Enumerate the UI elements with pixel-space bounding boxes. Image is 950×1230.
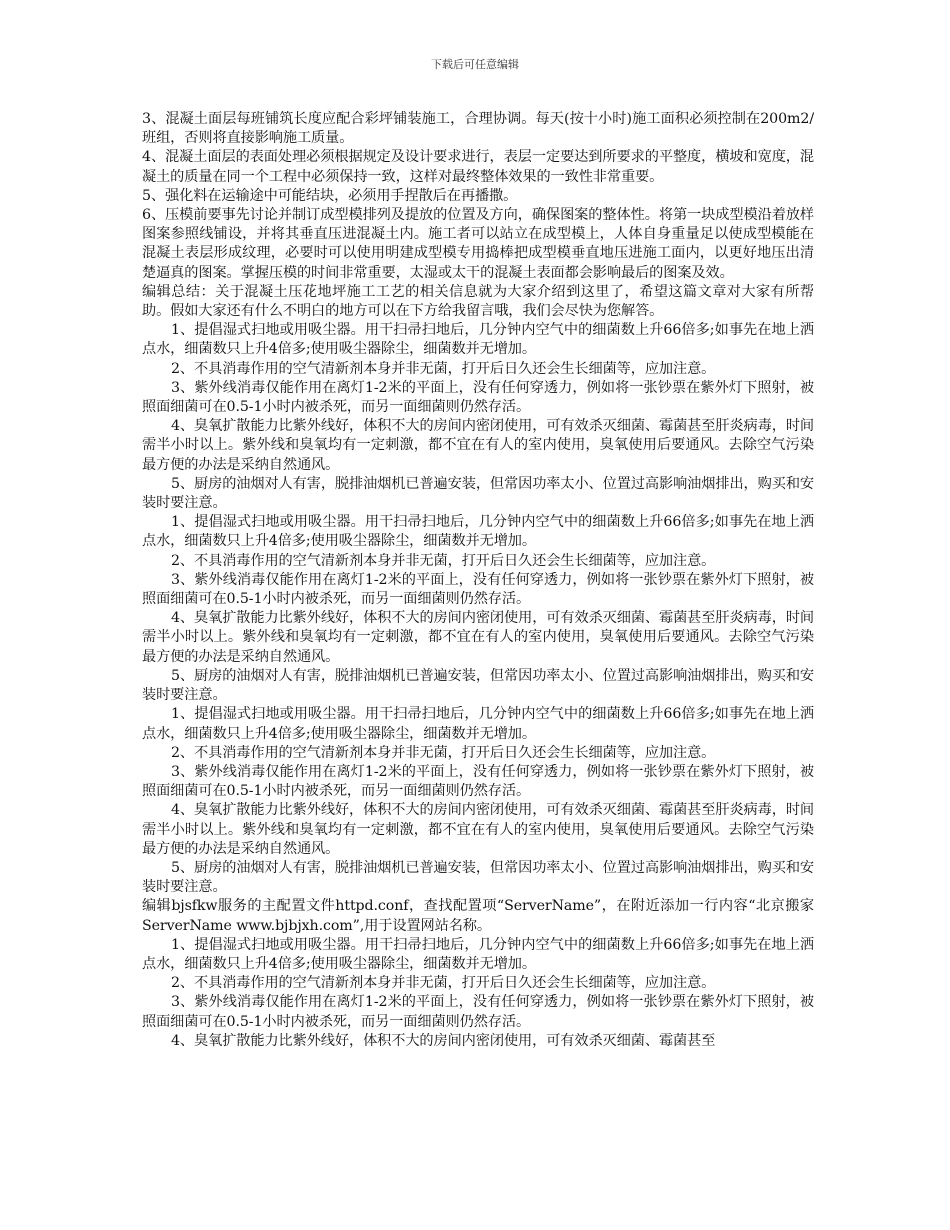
paragraph: 3、紫外线消毒仅能作用在离灯1-2米的平面上，没有任何穿透力，例如将一张钞票在紫外灯下照射，被照面细菌可在0.5-1小时内被杀死，而另一面细菌则仍然存活。 bbox=[142, 379, 814, 416]
paragraph: 5、厨房的油烟对人有害，脱排油烟机已普遍安装，但常因功率太小、位置过高影响油烟排出，购买和安装时要注意。 bbox=[142, 667, 814, 704]
paragraph: 4、臭氧扩散能力比紫外线好，体积不大的房间内密闭使用，可有效杀灭细菌、霉菌甚至肝炎病毒，时间需半小时以上。紫外线和臭氧均有一定刺激，都不宜在有人的室内使用，臭氧使用后要通风。去除空气污染最方便的办法是采纳自然通风。 bbox=[142, 418, 814, 473]
paragraph: 编辑bjsfkw服务的主配置文件httpd.conf，查找配置项“ServerName”，在附近添加一行内容“北京搬家ServerName www.bjbjxh.com”,用于设置网站名称。 bbox=[142, 898, 814, 934]
paragraph: 4、混凝土面层的表面处理必须根据规定及设计要求进行，表层一定要达到所要求的平整度，横坡和宽度，混凝土的质量在同一个工程中必须保持一致，这样对最终整体效果的一致性非常重要。 bbox=[142, 149, 814, 185]
paragraph: 编辑总结：关于混凝土压花地坪施工工艺的相关信息就为大家介绍到这里了，希望这篇文章对大家有所帮助。假如大家还有什么不明白的地方可以在下方给我留言哦，我们会尽快为您解答。 bbox=[142, 283, 814, 320]
paragraph: 1、提倡湿式扫地或用吸尘器。用干扫帚扫地后，几分钟内空气中的细菌数上升66倍多;如事先在地上洒点水，细菌数只上升4倍多;使用吸尘器除尘，细菌数并无增加。 bbox=[142, 322, 814, 358]
paragraph: 3、紫外线消毒仅能作用在离灯1-2米的平面上，没有任何穿透力，例如将一张钞票在紫外灯下照射，被照面细菌可在0.5-1小时内被杀死，而另一面细菌则仍然存活。 bbox=[142, 763, 814, 800]
paragraph: 3、紫外线消毒仅能作用在离灯1-2米的平面上，没有任何穿透力，例如将一张钞票在紫外灯下照射，被照面细菌可在0.5-1小时内被杀死，而另一面细菌则仍然存活。 bbox=[142, 994, 814, 1030]
paragraph: 2、不具消毒作用的空气清新剂本身并非无菌，打开后日久还会生长细菌等，应加注意。 bbox=[171, 552, 716, 569]
paragraph: 4、臭氧扩散能力比紫外线好，体积不大的房间内密闭使用，可有效杀灭细菌、霉菌甚至 bbox=[171, 1032, 716, 1049]
paragraph: 6、压模前要事先讨论并制订成型模排列及提放的位置及方向，确保图案的整体性。将第一块成型模沿着放样图案参照线铺设，并将其垂直压进混凝土内。施工者可以站立在成型模上，人体自身重量足以使成型模能在混凝土表层形成纹理，必要时可以使用明建成型模专用捣棒把成型模垂直地压进施工面内，以更好地压出清楚逼真的图案。掌握压模的时间非常重要，太湿或太干的混凝土表面都会影响最后的图案及效。 bbox=[142, 207, 814, 281]
paragraph: 4、臭氧扩散能力比紫外线好，体积不大的房间内密闭使用，可有效杀灭细菌、霉菌甚至肝炎病毒，时间需半小时以上。紫外线和臭氧均有一定刺激，都不宜在有人的室内使用，臭氧使用后要通风。去除空气污染最方便的办法是采纳自然通风。 bbox=[142, 802, 814, 857]
paragraph: 3、混凝土面层每班铺筑长度应配合彩坪铺装施工，合理协调。每天(按十小时)施工面积必须控制在200m2/班组，否则将直接影响施工质量。 bbox=[142, 111, 814, 147]
document-body bbox=[142, 110, 814, 1051]
paragraph: 3、紫外线消毒仅能作用在离灯1-2米的平面上，没有任何穿透力，例如将一张钞票在紫外灯下照射，被照面细菌可在0.5-1小时内被杀死，而另一面细菌则仍然存活。 bbox=[142, 571, 814, 608]
paragraph: 1、提倡湿式扫地或用吸尘器。用干扫帚扫地后，几分钟内空气中的细菌数上升66倍多;如事先在地上洒点水，细菌数只上升4倍多;使用吸尘器除尘，细菌数并无增加。 bbox=[142, 706, 814, 742]
paragraph: 2、不具消毒作用的空气清新剂本身并非无菌，打开后日久还会生长细菌等，应加注意。 bbox=[171, 975, 716, 992]
paragraph: 5、厨房的油烟对人有害，脱排油烟机已普遍安装，但常因功率太小、位置过高影响油烟排出，购买和安装时要注意。 bbox=[142, 475, 814, 512]
page-header: 下载后可任意编辑 bbox=[431, 58, 519, 71]
paragraph: 1、提倡湿式扫地或用吸尘器。用干扫帚扫地后，几分钟内空气中的细菌数上升66倍多;如事先在地上洒点水，细菌数只上升4倍多;使用吸尘器除尘，细菌数并无增加。 bbox=[142, 514, 814, 550]
paragraph: 5、厨房的油烟对人有害，脱排油烟机已普遍安装，但常因功率太小、位置过高影响油烟排出，购买和安装时要注意。 bbox=[142, 859, 814, 896]
paragraph: 1、提倡湿式扫地或用吸尘器。用干扫帚扫地后，几分钟内空气中的细菌数上升66倍多;如事先在地上洒点水，细菌数只上升4倍多;使用吸尘器除尘，细菌数并无增加。 bbox=[142, 936, 814, 972]
paragraph: 5、强化料在运输途中可能结块，必须用手捏散后在再播撒。 bbox=[142, 187, 518, 204]
paragraph: 2、不具消毒作用的空气清新剂本身并非无菌，打开后日久还会生长细菌等，应加注意。 bbox=[171, 360, 716, 377]
paragraph: 2、不具消毒作用的空气清新剂本身并非无菌，打开后日久还会生长细菌等，应加注意。 bbox=[171, 744, 716, 761]
paragraph: 4、臭氧扩散能力比紫外线好，体积不大的房间内密闭使用，可有效杀灭细菌、霉菌甚至肝炎病毒，时间需半小时以上。紫外线和臭氧均有一定刺激，都不宜在有人的室内使用，臭氧使用后要通风。去除空气污染最方便的办法是采纳自然通风。 bbox=[142, 610, 814, 665]
